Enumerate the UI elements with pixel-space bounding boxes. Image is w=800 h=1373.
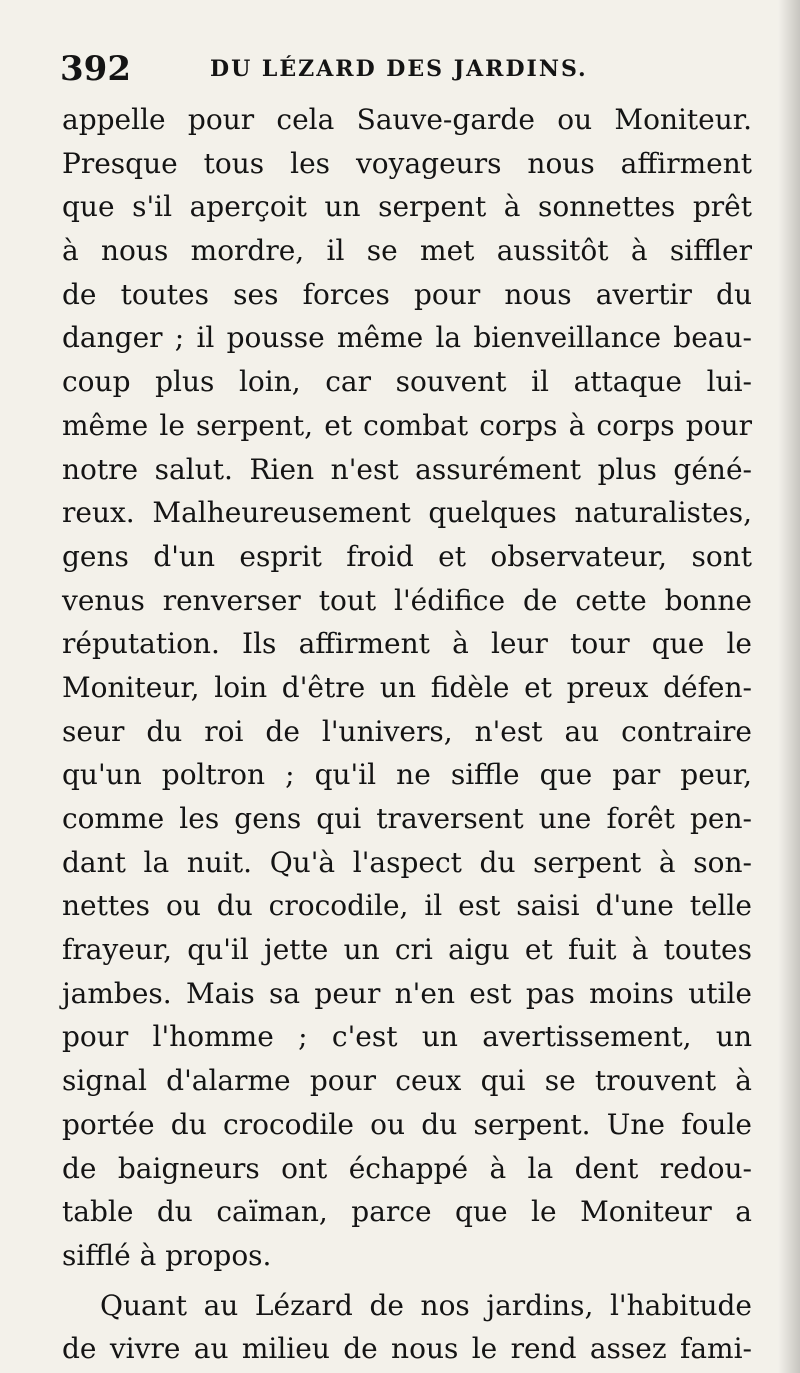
text-line: dant la nuit. Qu'à l'aspect du serpent à son- bbox=[62, 845, 752, 879]
text-line: danger ; il pousse même la bienveillance beau- bbox=[62, 321, 752, 355]
paragraph-end-line: sifflé à propos. bbox=[62, 1238, 272, 1272]
text-line: même le serpent, et combat corps à corps pour bbox=[62, 408, 752, 442]
text-line: Presque tous les voyageurs nous affirment bbox=[62, 146, 752, 180]
text-line: portée du crocodile ou du serpent. Une foule bbox=[62, 1107, 752, 1141]
text-line: de toutes ses forces pour nous avertir du bbox=[62, 277, 752, 311]
text-line: qu'un poltron ; qu'il ne siffle que par peur, bbox=[62, 758, 752, 792]
text-line: gens d'un esprit froid et observateur, sont bbox=[62, 539, 752, 573]
text-line: à nous mordre, il se met aussitôt à siffler bbox=[62, 234, 752, 268]
spine-shadow bbox=[778, 0, 800, 1373]
text-line: notre salut. Rien n'est assurément plus géné- bbox=[62, 452, 752, 486]
text-line: réputation. Ils affirment à leur tour que le bbox=[62, 627, 752, 661]
text-line: de vivre au milieu de nous le rend assez fami- bbox=[62, 1332, 752, 1366]
text-line: appelle pour cela Sauve-garde ou Moniteur. bbox=[62, 103, 752, 136]
text-line: reux. Malheureusement quelques naturalistes, bbox=[62, 496, 752, 530]
text-line: coup plus loin, car souvent il attaque lui- bbox=[62, 365, 752, 399]
paragraph-start-line: Quant au Lézard de nos jardins, l'habitude bbox=[100, 1288, 752, 1322]
page-header bbox=[60, 44, 760, 94]
text-line: Moniteur, loin d'être un fidèle et preux défen- bbox=[62, 670, 752, 704]
running-head: DU LÉZARD DES JARDINS. bbox=[210, 56, 588, 82]
page-number: 392 bbox=[60, 49, 131, 89]
text-line: comme les gens qui traversent une forêt pen- bbox=[62, 802, 752, 835]
text-line: nettes ou du crocodile, il est saisi d'une telle bbox=[62, 889, 752, 923]
text-line: venus renverser tout l'édifice de cette bonne bbox=[62, 583, 752, 617]
text-line: table du caïman, parce que le Moniteur a bbox=[62, 1195, 752, 1229]
text-line: jambes. Mais sa peur n'en est pas moins utile bbox=[62, 976, 752, 1010]
text-line: seur du roi de l'univers, n'est au contraire bbox=[62, 714, 752, 748]
text-line: signal d'alarme pour ceux qui se trouvent à bbox=[62, 1064, 752, 1098]
body-text bbox=[62, 98, 752, 1371]
text-line: que s'il aperçoit un serpent à sonnettes prêt bbox=[62, 190, 752, 224]
text-line: de baigneurs ont échappé à la dent redou- bbox=[62, 1151, 752, 1185]
text-line: frayeur, qu'il jette un cri aigu et fuit à toutes bbox=[62, 933, 752, 967]
text-line: pour l'homme ; c'est un avertissement, un bbox=[62, 1020, 752, 1054]
